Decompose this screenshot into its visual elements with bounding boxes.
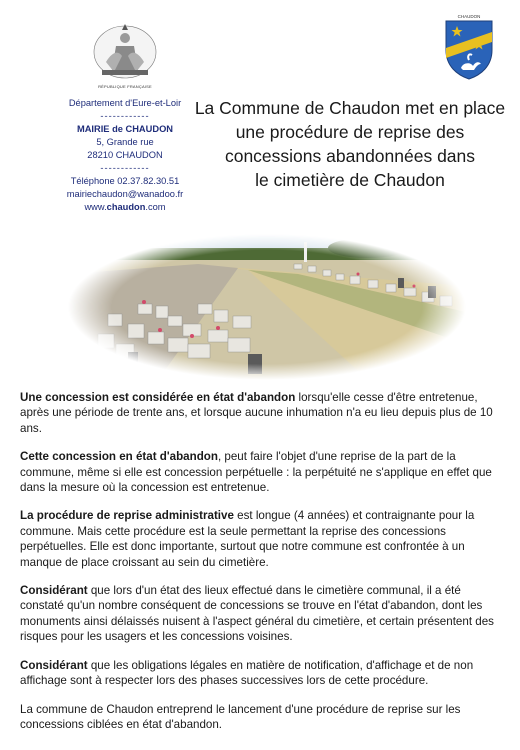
departement-label: Département d'Eure-et-Loir: [68, 98, 182, 108]
address-city: 28210 CHAUDON: [87, 150, 163, 160]
paragraph: La commune de Chaudon entreprend le lancement d'une procédure de reprise sur les concessions ciblées en état d'abandon.: [20, 702, 461, 731]
crest-label: CHAUDON: [457, 14, 481, 19]
separator-line: ------------: [100, 111, 150, 121]
website-link[interactable]: www.chaudon.com: [84, 202, 166, 212]
chaudon-crest-icon: [443, 12, 495, 80]
rf-caption: RÉPUBLIQUE FRANÇAISE: [98, 84, 152, 89]
paragraph: Cette concession en état d'abandon, peut faire l'objet d'une reprise de la part de la commune, même si elle est concession perpétuelle : la perpétuité ne s'applique en effet que dans la mesure où la concession est entretenue.: [20, 450, 492, 495]
address-street: 5, Grande rue: [96, 137, 154, 147]
mairie-name: MAIRIE de CHAUDON: [76, 124, 174, 134]
email-link[interactable]: mairiechaudon@wanadoo.fr: [66, 189, 184, 199]
telephone: Téléphone 02.37.82.30.51: [70, 176, 180, 186]
paragraph: Considérant que lors d'un état des lieux effectué dans le cimetière communal, il a été constaté qu'un nombre conséquent de concessions se trouve en l'état d'abandon, dont les monuments ainsi délaissés nuisent à l'aspect général du cimetière, et certain présentent des risques pour les usagers et les concessions voisines.: [20, 584, 494, 644]
paragraph: Considérant que les obligations légales en matière de notification, d'affichage et de non affichage sont à respecter lors des phases successives lors de cette procédure.: [20, 658, 474, 688]
separator-line: ------------: [100, 163, 150, 173]
paragraph: Une concession est considérée en état d'abandon lorsqu'elle cesse d'être entretenue, après une période de trente ans, et lorsque aucune inhumation n'a eu lieu depuis plus de 10 ans.: [20, 391, 493, 435]
page-title: La Commune de Chaudon met en place une procédure de reprise des concessions abandonnées dans le cimetière de Chaudon: [194, 98, 506, 190]
marianne-emblem-icon: [92, 22, 158, 82]
paragraph: La procédure de reprise administrative est longue (4 années) et contraignante pour la commune. Mais cette procédure est la seule permettant la reprise des concessions perpétuelles. Elle est donc importante, surtout que notre commune est confrontée à un manque de place croissant au sein du cimetière.: [20, 509, 475, 569]
cemetery-photo: [68, 234, 466, 380]
body-text: [20, 390, 504, 745]
